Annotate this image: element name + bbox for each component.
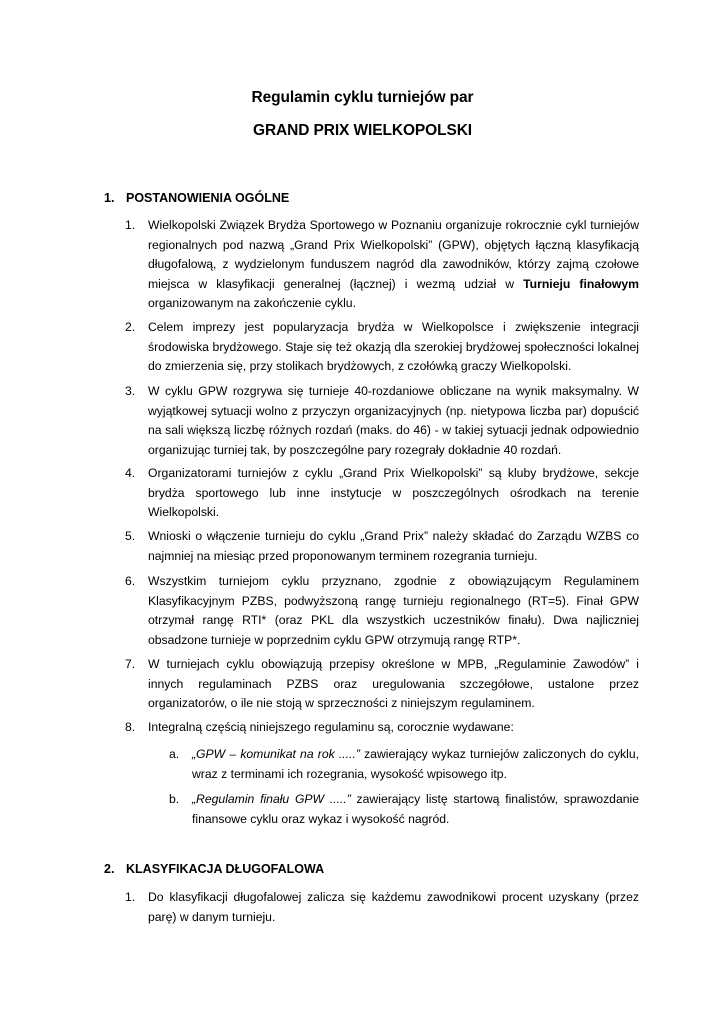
sub-list-item <box>169 790 639 829</box>
sub-list-item <box>169 745 639 784</box>
item-number: 5. <box>125 529 136 543</box>
item-number: 8. <box>125 720 136 734</box>
item-text: W cyklu GPW rozgrywa się turnieje 40-rozdaniowe obliczane na wynik maksymalny. W wyjątkowej sytuacji wolno z przyczyn organizacyjnych (np. nietypowa liczba par) dopuścić na sali większą liczbę różnych rozdań (maks. do 46) - w takiej sytuacji jednak odpowiednio organizując turniej tak, by poszczególne pary rozegrały dokładnie 40 rozdań. <box>148 384 639 457</box>
italic-title: „GPW – komunikat na rok .....” <box>192 747 360 761</box>
item-text: Wnioski o włączenie turnieju do cyklu „Grand Prix” należy składać do Zarządu WZBS co najmniej na miesiąc przed proponowanym terminem rozegrania turnieju. <box>148 529 639 563</box>
list-item <box>125 216 639 314</box>
section-heading-general <box>104 191 289 205</box>
item-text: Organizatorami turniejów z cyklu „Grand Prix Wielkopolski” są kluby brydżowe, sekcje brydża sportowego lub inne instytucje w poszczególnych ośrodkach na terenie Wielkopolski. <box>148 466 639 520</box>
italic-title: „Regulamin finału GPW .....” <box>192 792 351 806</box>
list-item <box>125 318 639 377</box>
list-item <box>125 464 639 523</box>
list-item <box>125 527 639 566</box>
section-number: 1. <box>104 191 115 205</box>
item-text: Wszystkim turniejom cyklu przyznano, zgodnie z obowiązującym Regulaminem Klasyfikacyjnym PZBS, podwyższoną rangę turnieju regionalnego (RT=5). Finał GPW otrzymał rangę RTI* (oraz PKL dla wszystkich uczestników finału). Dwa najliczniej obsadzone turnieje w poprzednim cyklu GPW otrzymują rangę RTP*. <box>148 574 639 647</box>
section-heading-classification <box>104 862 324 876</box>
list-item <box>125 382 639 460</box>
list-item <box>125 718 639 738</box>
item-number: 2. <box>125 320 136 334</box>
item-text: W turniejach cyklu obowiązują przepisy określone w MPB, „Regulaminie Zawodów” i innych regulaminach PZBS oraz uregulowania szczegółowe, ustalone przez organizatorów, o ile nie stoją w sprzeczności z niniejszym regulaminem. <box>148 657 639 711</box>
sub-item-text: „Regulamin finału GPW .....” zawierający listę startową finalistów, sprawozdanie finansowe cyklu oraz wykaz i wysokość nagród. <box>192 792 640 826</box>
item-number: 7. <box>125 657 136 671</box>
item-number: 1. <box>125 218 136 232</box>
document-title: Regulamin cyklu turniejów par <box>251 89 474 106</box>
sub-item-letter: a. <box>169 747 180 761</box>
item-number: 3. <box>125 384 136 398</box>
document-subtitle: GRAND PRIX WIELKOPOLSKI <box>252 122 472 139</box>
bold-term: Turnieju finałowym <box>523 276 639 291</box>
item-text: Celem imprezy jest popularyzacja brydża w Wielkopolsce i zwiększenie integracji środowiska brydżowego. Staje się też okazją dla szerokiej brydżowej społeczności lokalnej do zmierzenia się, przy stolikach brydżowych, z czołówką graczy Wielkopolski. <box>148 320 639 374</box>
sub-item-text: „GPW – komunikat na rok .....” zawierający wykaz turniejów zaliczonych do cyklu, wraz z terminami ich rozegrania, wysokość wpisowego itp. <box>192 747 639 781</box>
list-item <box>125 655 639 714</box>
item-number: 6. <box>125 574 136 588</box>
item-text: Do klasyfikacji długofalowej zalicza się każdemu zawodnikowi procent uzyskany (przez parę) w danym turnieju. <box>148 890 639 924</box>
list-item <box>125 888 639 927</box>
section-number: 2. <box>104 862 115 876</box>
item-number: 1. <box>125 890 136 904</box>
section-title: POSTANOWIENIA OGÓLNE <box>126 191 290 205</box>
sub-item-letter: b. <box>169 792 180 806</box>
item-number: 4. <box>125 466 136 480</box>
item-text: Integralną częścią niniejszego regulaminu są, corocznie wydawane: <box>148 720 514 734</box>
section-title: KLASYFIKACJA DŁUGOFALOWA <box>126 862 325 876</box>
list-item <box>125 572 639 650</box>
item-text: Wielkopolski Związek Brydża Sportowego w Poznaniu organizuje rokrocznie cykl turniejów regionalnych pod nazwą „Grand Prix Wielkopolski” (GPW), objętych łączną klasyfikacją długofalową, z wydzielonym funduszem nagród dla zawodników, którzy zajmą czołowe miejsca w klasyfikacji generalnej (łącznej) i wezmą udział w Turnieju finałowym organizowanym na zakończenie cyklu. <box>148 218 639 311</box>
